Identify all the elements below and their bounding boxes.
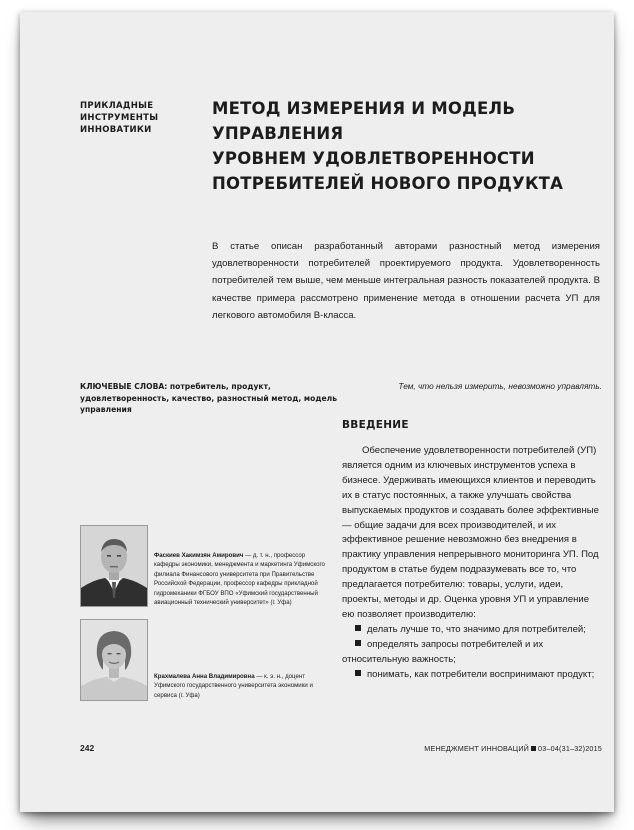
square-bullet-icon — [355, 670, 361, 676]
author-bio — [154, 551, 330, 607]
article-title — [212, 96, 602, 196]
title-line: ПОТРЕБИТЕЛЕЙ НОВОГО ПРОДУКТА — [212, 174, 564, 193]
page-number: 242 — [80, 743, 95, 753]
list-item-text: делать лучше то, что значимо для потребителей; — [367, 623, 586, 635]
running-footer — [370, 744, 602, 753]
title-line: МЕТОД ИЗМЕРЕНИЯ И МОДЕЛЬ УПРАВЛЕНИЯ — [212, 99, 516, 143]
body-text — [342, 444, 604, 683]
keywords: КЛЮЧЕВЫЕ СЛОВА: потребитель, продукт, удовлетворенность, качество, разностный метод, модель управления — [80, 382, 337, 414]
square-separator-icon — [531, 746, 536, 751]
rubric-line: ИННОВАТИКИ — [80, 125, 152, 135]
journal-name: МЕНЕДЖМЕНТ ИННОВАЦИЙ — [424, 744, 530, 753]
author-info: — к. э. н., доцент Уфимского государственного университета экономики и сервиса (г. Уфа) — [154, 673, 313, 699]
journal-page — [20, 12, 614, 812]
list-item — [342, 638, 604, 668]
woman-portrait-icon — [81, 620, 147, 700]
title-line: УРОВНЕМ УДОВЛЕТВОРЕННОСТИ — [212, 149, 535, 168]
man-portrait-icon — [81, 526, 147, 606]
author-info: — д. т. н., профессор кафедры экономики, менеджмента и маркетинга Уфимского филиала Финансового университета при Правительстве Российской Федерации, профессор кафедры прикладной гидромеханики ФГБОУ ВПО «Уфимский государственный авиационный технический университет» (г. Уфа) — [154, 552, 325, 607]
author-photo — [80, 619, 148, 701]
list-item — [342, 668, 604, 683]
rubric-line: ИНСТРУМЕНТЫ — [80, 113, 159, 123]
abstract: В статье описан разработанный авторами разностный метод измерения удовлетворенности потребителей проектируемого продукта. Удовлетворенность потребителей тем выше, чем меньше интегральная разность показателей продукта. В качестве примера рассмотрено применение метода в отношении расчета УП для легкового автомобиля В-класса. — [212, 241, 600, 321]
author-name: Крахмалева Анна Владимировна — [154, 673, 255, 680]
author-name: Фаскиев Хакимзян Амирович — [154, 552, 244, 559]
list-item-text: определять запросы потребителей и их относительную важность; — [342, 638, 544, 665]
square-bullet-icon — [355, 625, 361, 631]
issue-number: 03–04(31–32)2015 — [538, 744, 602, 753]
body-paragraph: Обеспечение удовлетворенности потребителей (УП) является одним из ключевых инструментов успеха в бизнесе. Удерживать имеющихся клиентов и переводить их в статус постоянных, а также улучшать свойства выпускаемых продуктов и создавать более эффективные — общие задачи для всех производителей, и их эффективное решение невозможно без внедрения в практику управления непрерывного мониторинга УП. Под продуктом в статье будем подразумевать все то, что предлагается потребителю: товары, услуги, идеи, проекты, методы и др. Оценка уровня УП и управление ею позволяет производителю: — [342, 445, 599, 620]
author-photo — [80, 525, 148, 607]
list-item — [342, 623, 604, 638]
author-bio — [154, 672, 330, 700]
list-item-text: понимать, как потребители воспринимают продукт; — [367, 668, 595, 680]
epigraph: Тем, что нельзя измерить, невозможно управлять. — [398, 381, 602, 391]
rubric — [80, 100, 200, 136]
rubric-line: ПРИКЛАДНЫЕ — [80, 101, 154, 111]
square-bullet-icon — [355, 640, 361, 646]
section-heading: ВВЕДЕНИЕ — [342, 419, 409, 431]
